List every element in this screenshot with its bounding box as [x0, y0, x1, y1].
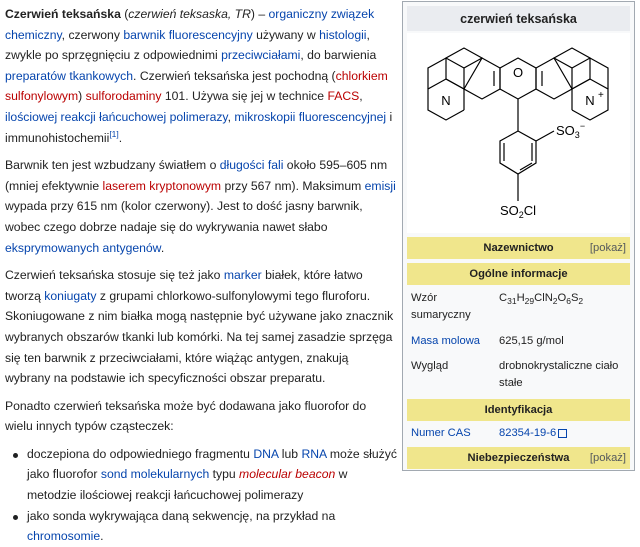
- intro-paragraph: [5, 4, 397, 148]
- text: wypada przy 615 nm (kolor czerwony). Jest to dość jasny barwnik, wobec czego dobrze nadaje się do wykrywania nawet słabo: [5, 199, 363, 234]
- appearance-label: Wygląd: [411, 360, 449, 372]
- text: w metodzie ilościowej reakcji łańcuchowej polimerazy: [27, 467, 348, 503]
- text: , czerwony: [61, 27, 124, 42]
- text: , zwykle po sprzęgnięciu z odpowiednimi: [5, 27, 370, 63]
- list-item: [27, 444, 397, 506]
- text: doczepiona do odpowiedniego fragmentu: [27, 446, 254, 461]
- link-qpcr[interactable]: ilościowej reakcji łańcuchowej polimerazy: [5, 109, 228, 124]
- text: ClN: [534, 292, 553, 304]
- link-conjugates[interactable]: koniugaty: [44, 288, 97, 303]
- article-term: Czerwień teksańska: [5, 7, 121, 21]
- row-molar-mass: [407, 333, 630, 353]
- section-hazards[interactable]: [407, 447, 630, 469]
- link-histology[interactable]: histologii: [319, 27, 367, 42]
- link-rna[interactable]: RNA: [301, 446, 327, 461]
- list-item: [27, 506, 397, 547]
- section-label: Nazewnictwo: [483, 242, 554, 254]
- link-fluorescence-microscopy[interactable]: mikroskopii fluorescencyjnej: [234, 109, 387, 124]
- charge-plus-label: +: [598, 90, 604, 101]
- text: Barwnik ten jest wzbudzany światłem o: [5, 158, 220, 173]
- text: używany w: [252, 27, 320, 42]
- section-nomenclature[interactable]: [407, 237, 630, 259]
- link-expressed-antigens[interactable]: eksprymowanych antygenów: [5, 240, 161, 255]
- show-hazards-button[interactable]: [pokaż]: [589, 452, 626, 464]
- text: O: [557, 292, 567, 304]
- text: 2: [578, 296, 584, 307]
- excitation-paragraph: [5, 155, 397, 258]
- text: SO: [499, 203, 519, 218]
- text: −: [579, 121, 586, 131]
- text: (: [120, 7, 129, 21]
- text: ) –: [250, 7, 269, 21]
- link-antibodies[interactable]: przeciwciałami: [221, 48, 301, 63]
- usage-list: [5, 444, 397, 547]
- link-dna[interactable]: DNA: [253, 446, 279, 461]
- text: z grupami chlorkowo-sulfonylowymi tego fluroforu. Skoniugowane z nim białka mogą następnie być używane jako znacznik wybranych obszarów tkanki lub komórki. Na tej samej zasadzie sprzęga się ten barwnik z przeciwciałami, które wiążąc antygen, znakują wybrany na podstawie ich specyficzności obszar preparatu.: [5, 288, 394, 386]
- molar-mass-value: 625,15 g/mol: [499, 335, 564, 347]
- link-molecular-beacon[interactable]: molecular beacon: [239, 467, 336, 482]
- structure-image: [407, 33, 630, 233]
- marker-paragraph: [5, 265, 397, 389]
- article-body: [5, 4, 397, 547]
- link-krypton-laser[interactable]: laserem kryptonowym: [102, 178, 222, 193]
- text: 31: [507, 296, 517, 307]
- link-molecular-probes[interactable]: sond molekularnych: [100, 467, 210, 482]
- row-appearance: [407, 358, 630, 394]
- text: Cl: [523, 203, 537, 218]
- text: ,: [359, 89, 363, 104]
- link-tissue-preparations[interactable]: preparatów tkankowych: [5, 68, 134, 83]
- text: 29: [524, 296, 535, 307]
- sulfonyl-chloride-label: [500, 203, 536, 220]
- text: 101. Używa się jej w technice: [161, 89, 328, 104]
- section-identification: Identyfikacja: [407, 399, 630, 421]
- text: .: [160, 240, 165, 255]
- text: S: [570, 292, 579, 304]
- structure-diagram: [407, 33, 630, 233]
- molar-mass-link[interactable]: Masa molowa: [411, 335, 481, 347]
- cas-value-link[interactable]: 82354-19-6: [499, 425, 629, 442]
- nitrogen-left-label: N: [441, 93, 451, 108]
- text: ): [78, 89, 86, 104]
- text: .: [100, 529, 104, 544]
- text: lub: [278, 446, 302, 461]
- link-fluorescent-dye[interactable]: barwnik fluorescencyjny: [123, 27, 253, 42]
- text: .: [118, 130, 123, 145]
- link-chromosome[interactable]: chromosomie: [27, 529, 101, 544]
- text: typu: [209, 467, 240, 482]
- reference-link[interactable]: [1]: [109, 128, 119, 139]
- text: białek, które łatwo tworzą: [5, 268, 363, 303]
- formula-value: [499, 290, 629, 307]
- oxygen-label: O: [512, 65, 524, 80]
- alt-names: czerwień teksaska, TR: [128, 7, 251, 21]
- link-sulfonyl-chloride[interactable]: chlorkiem sulfonylowym: [5, 68, 388, 104]
- section-general-info: Ogólne informacje: [407, 263, 630, 285]
- link-marker[interactable]: marker: [223, 268, 262, 283]
- text: H: [516, 292, 525, 304]
- show-nomenclature-button[interactable]: [pokaż]: [589, 242, 626, 254]
- link-wavelength[interactable]: długości fali: [219, 158, 284, 173]
- row-formula: [407, 290, 630, 326]
- text: 2: [552, 296, 558, 307]
- cas-link[interactable]: Numer CAS: [411, 427, 471, 439]
- link-facs[interactable]: FACS: [327, 89, 360, 104]
- text: , do barwienia: [300, 48, 377, 63]
- infobox: [402, 1, 635, 471]
- text: . Czerwień teksańska jest pochodną (: [133, 68, 336, 83]
- formula-label: Wzór sumaryczny: [411, 292, 471, 321]
- link-organic-compound[interactable]: organiczny związek chemiczny: [5, 7, 375, 42]
- sulfonate-label: [556, 121, 585, 140]
- text: C: [499, 292, 508, 304]
- text: 3: [574, 130, 580, 140]
- text: przy 567 nm). Maksimum: [221, 178, 365, 193]
- text: 6: [566, 296, 571, 307]
- row-cas: [407, 425, 630, 445]
- link-sulforhodamine[interactable]: sulforodaminy: [85, 89, 162, 104]
- text: jako sonda wykrywająca daną sekwencję, na przykład na: [27, 508, 336, 523]
- text: może służyć jako fluorofor: [27, 446, 397, 482]
- text: SO: [556, 123, 575, 138]
- link-emission[interactable]: emisji: [364, 178, 396, 193]
- infobox-title: czerwień teksańska: [407, 6, 630, 31]
- text: ,: [227, 109, 235, 124]
- text: około 595–605 nm (mniej efektywnie: [5, 158, 388, 193]
- text: 2: [518, 210, 524, 220]
- nitrogen-right-label: N: [585, 93, 595, 108]
- section-label: Niebezpieczeństwa: [467, 452, 570, 464]
- text: Czerwień teksańska stosuje się też jako: [5, 268, 224, 283]
- appearance-value: drobnokrystaliczne ciało stałe: [499, 360, 619, 389]
- fluorophore-paragraph: Ponadto czerwień teksańska może być dodawana jako fluorofor do wielu innych typów cząsteczek:: [5, 398, 367, 434]
- text: i immunohistochemii: [5, 109, 393, 145]
